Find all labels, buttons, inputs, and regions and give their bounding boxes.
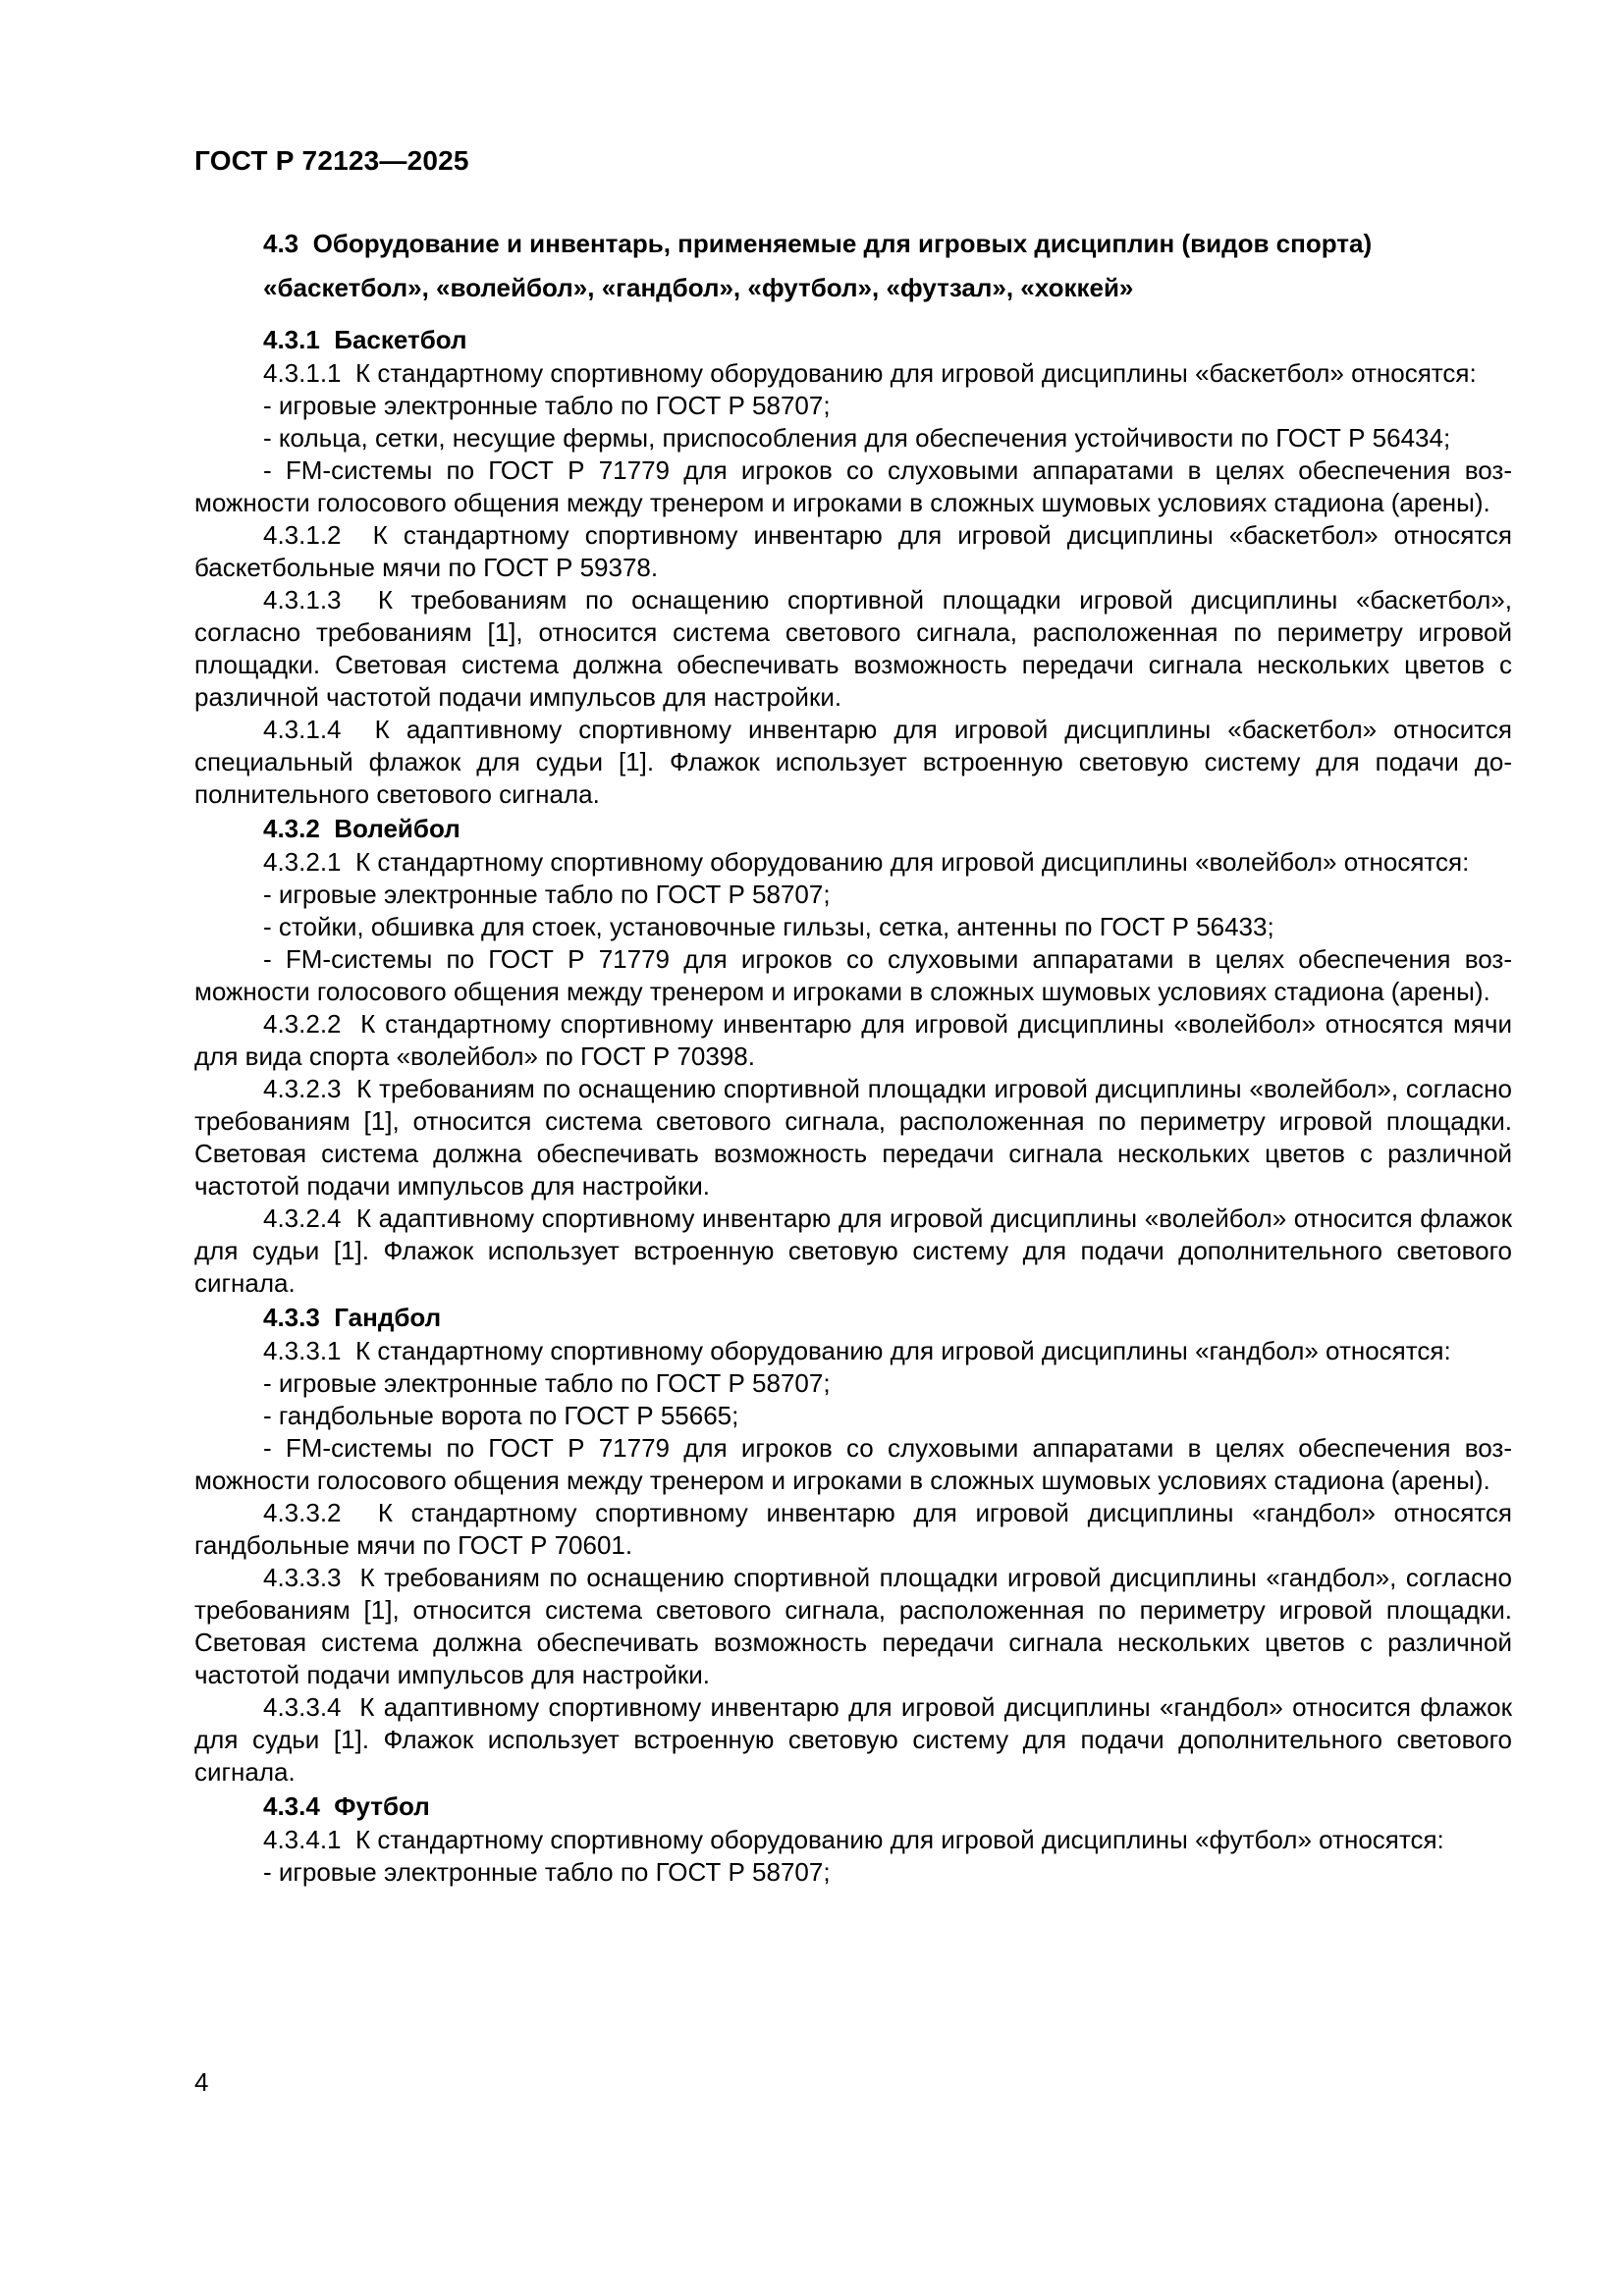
page-number: 4: [194, 2067, 209, 2097]
list-item: - игровые электронные табло по ГОСТ Р 58707;: [263, 1857, 831, 1887]
paragraph: 4.3.2.1 К стандартному спортивному оборудованию для игровой дисциплины «волейбол» относятся:: [263, 847, 1470, 877]
running-header: ГОСТ Р 72123—2025: [194, 145, 469, 176]
list-item: - стойки, обшивка для стоек, установочные гильзы, сетка, антенны по ГОСТ Р 56433;: [263, 912, 1274, 941]
document-content: [194, 222, 1512, 1889]
paragraph: 4.3.1.2 К стандартному спортивному инвентарю для игровой дисциплины «баскетбол» относятся баскетбольные мячи по ГОСТ Р 59378.: [194, 520, 1512, 582]
paragraph: 4.3.3.3 К требованиям по оснащению спортивной площадки игровой дисциплины «гандбол», согласно требованиям [1], относится система светового сигнала, расположенная по периметру игровой площадки. Световая система должна обеспечивать возможность передачи сигнала нескольких цветов с различной частотой подачи импульсов для настройки.: [194, 1563, 1512, 1689]
paragraph: 4.3.2.4 К адаптивному спортивному инвентарю для игровой дисциплины «волейбол» относится флажок для судьи [1]. Флажок использует встроенную световую систему для подачи дополнительного светового сигнала.: [194, 1203, 1512, 1298]
list-item: - гандбольные ворота по ГОСТ Р 55665;: [263, 1401, 739, 1430]
list-item: - игровые электронные табло по ГОСТ Р 58707;: [263, 1368, 831, 1398]
list-item: - FM-системы по ГОСТ Р 71779 для игроков со слуховыми аппаратами в целях обеспечения возможности голосового общения между тренером и игроками в сложных шумовых условиях стадиона (арены).: [194, 455, 1512, 517]
subsection-heading: 4.3.1 Баскетбол: [263, 325, 467, 354]
list-item: - кольца, сетки, несущие фермы, приспособления для обеспечения устойчивости по ГОСТ Р 56434;: [263, 423, 1451, 453]
paragraph: 4.3.3.4 К адаптивному спортивному инвентарю для игровой дисциплины «гандбол» относится флажок для судьи [1]. Флажок использует встроенную световую систему для подачи дополнительного светового сигнала.: [194, 1692, 1512, 1787]
paragraph: 4.3.1.4 К адаптивному спортивному инвентарю для игровой дисциплины «баскетбол» относится специальный флажок для судьи [1]. Флажок использует встроенную световую систему для подачи дополнительного светового сигнала.: [194, 715, 1512, 809]
section-heading: 4.3 Оборудование и инвентарь, применяемые для игровых дисциплин (видов спорта) «баскетбол», «волейбол», «гандбол», «футбол», «футзал», «хоккей»: [263, 229, 1373, 302]
paragraph: 4.3.4.1 К стандартному спортивному оборудованию для игровой дисциплины «футбол» относятся:: [263, 1825, 1444, 1854]
list-item: - игровые электронные табло по ГОСТ Р 58707;: [263, 880, 831, 909]
list-item: - FM-системы по ГОСТ Р 71779 для игроков со слуховыми аппаратами в целях обеспечения возможности голосового общения между тренером и игроками в сложных шумовых условиях стадиона (арены).: [194, 1433, 1512, 1495]
paragraph: 4.3.1.3 К требованиям по оснащению спортивной площадки игровой дисциплины «баскетбол», согласно требованиям [1], относится система светового сигнала, расположенная по периметру игровой площадки. Световая система должна обеспечивать возможность передачи сигнала нескольких цветов с различной частотой подачи импульсов для настройки.: [194, 585, 1512, 712]
paragraph: 4.3.2.3 К требованиям по оснащению спортивной площадки игровой дисциплины «волейбол», согласно требованиям [1], относится система светового сигнала, расположенная по периметру игровой площадки. Световая система должна обеспечивать возможность передачи сигнала нескольких цветов с различной частотой подачи импульсов для настройки.: [194, 1074, 1512, 1201]
list-item: - игровые электронные табло по ГОСТ Р 58707;: [263, 391, 831, 420]
subsection-heading: 4.3.2 Волейбол: [263, 814, 460, 843]
subsection-heading: 4.3.4 Футбол: [263, 1791, 430, 1821]
paragraph: 4.3.3.1 К стандартному спортивному оборудованию для игровой дисциплины «гандбол» относятся:: [263, 1336, 1451, 1365]
paragraph: 4.3.2.2 К стандартному спортивному инвентарю для игровой дисциплины «волейбол» относятся мячи для вида спорта «волейбол» по ГОСТ Р 70398.: [194, 1009, 1512, 1071]
list-item: - FM-системы по ГОСТ Р 71779 для игроков со слуховыми аппаратами в целях обеспечения возможности голосового общения между тренером и игроками в сложных шумовых условиях стадиона (арены).: [194, 944, 1512, 1006]
paragraph: 4.3.3.2 К стандартному спортивному инвентарю для игровой дисциплины «гандбол» относятся гандбольные мячи по ГОСТ Р 70601.: [194, 1498, 1512, 1560]
paragraph: 4.3.1.1 К стандартному спортивному оборудованию для игровой дисциплины «баскетбол» относятся:: [263, 358, 1477, 388]
subsection-heading: 4.3.3 Гандбол: [263, 1303, 442, 1332]
